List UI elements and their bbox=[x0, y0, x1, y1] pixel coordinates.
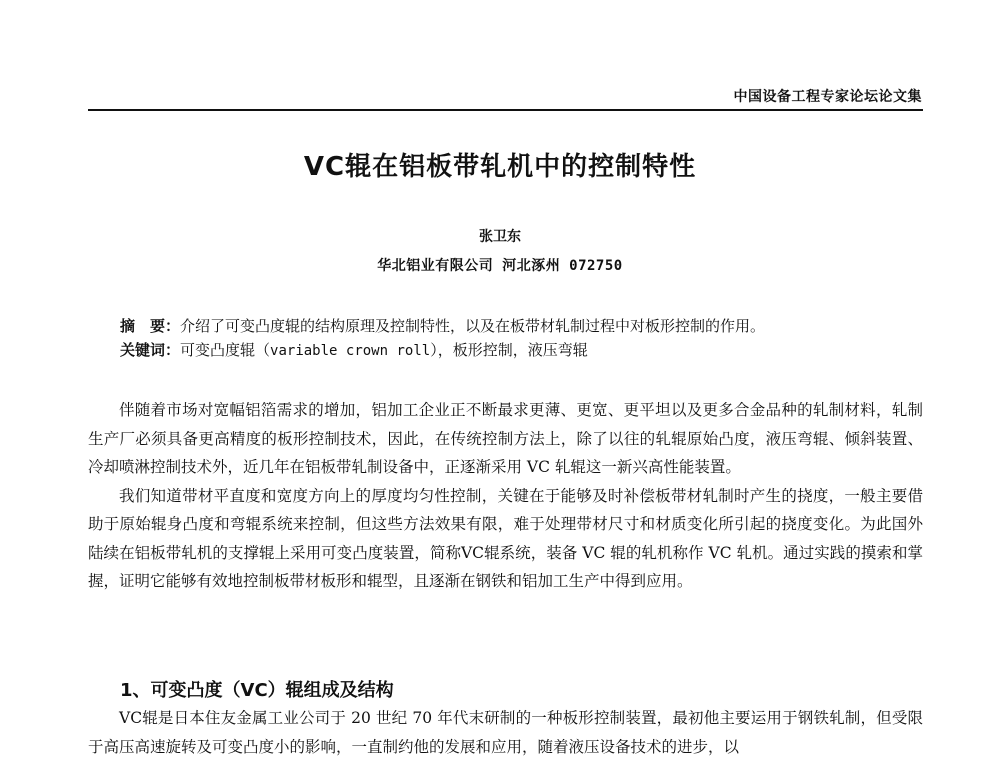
section-body bbox=[88, 704, 923, 761]
header-rule bbox=[88, 109, 923, 111]
paragraph: 伴随着市场对宽幅铝箔需求的增加，铝加工企业正不断最求更薄、更宽、更平坦以及更多合金品种的轧制材料，轧制生产厂必须具备更高精度的板形控制技术，因此，在传统控制方法上，除了以往的轧辊原始凸度，液压弯辊、倾斜装置、冷却喷淋控制技术外，近几年在铝板带轧制设备中，正逐渐采用 VC 轧辊这一新兴高性能装置。 bbox=[88, 401, 923, 476]
abstract-label: 摘 要： bbox=[120, 317, 181, 335]
keywords-label: 关键词： bbox=[120, 341, 181, 359]
running-header: 中国设备工程专家论坛论文集 bbox=[733, 89, 922, 105]
keywords-prefix: 可变凸度辊（ bbox=[180, 341, 271, 359]
author: 张卫东 bbox=[479, 229, 521, 245]
paper-title: VC辊在铝板带轧机中的控制特性 bbox=[303, 152, 697, 182]
abstract-text: 介绍了可变凸度辊的结构原理及控制特性，以及在板带材轧制过程中对板形控制的作用。 bbox=[180, 317, 766, 335]
affiliation: 华北铝业有限公司 河北涿州 072750 bbox=[377, 258, 623, 274]
section-heading: 1、可变凸度（VC）辊组成及结构 bbox=[120, 680, 394, 701]
paragraph: VC辊是日本住友金属工业公司于 20 世纪 70 年代末研制的一种板形控制装置，最初他主要运用于钢铁轧制，但受限于高压高速旋转及可变凸度小的影响，一直制约他的发展和应用，随着液压设备技术的进步，以 bbox=[88, 709, 923, 756]
paragraph: 我们知道带材平直度和宽度方向上的厚度均匀性控制，关键在于能够及时补偿板带材轧制时产生的挠度，一般主要借助于原始辊身凸度和弯辊系统来控制，但这些方法效果有限，难于处理带材尺寸和材质变化所引起的挠度变化。为此国外陆续在铝板带轧机的支撑辊上采用可变凸度装置，简称VC辊系统，装备 VC 辊的轧机称作 VC 轧机。通过实践的摸索和掌握，证明它能够有效地控制板带材板形和辊型，且逐渐在钢铁和铝加工生产中得到应用。 bbox=[88, 486, 923, 590]
abstract-block bbox=[120, 314, 920, 363]
abstract-line bbox=[120, 314, 920, 338]
keywords-english: variable crown roll bbox=[270, 343, 431, 359]
body-text bbox=[88, 396, 923, 596]
keywords-suffix: ），板形控制，液压弯辊 bbox=[430, 341, 588, 359]
keywords-line bbox=[120, 338, 920, 363]
